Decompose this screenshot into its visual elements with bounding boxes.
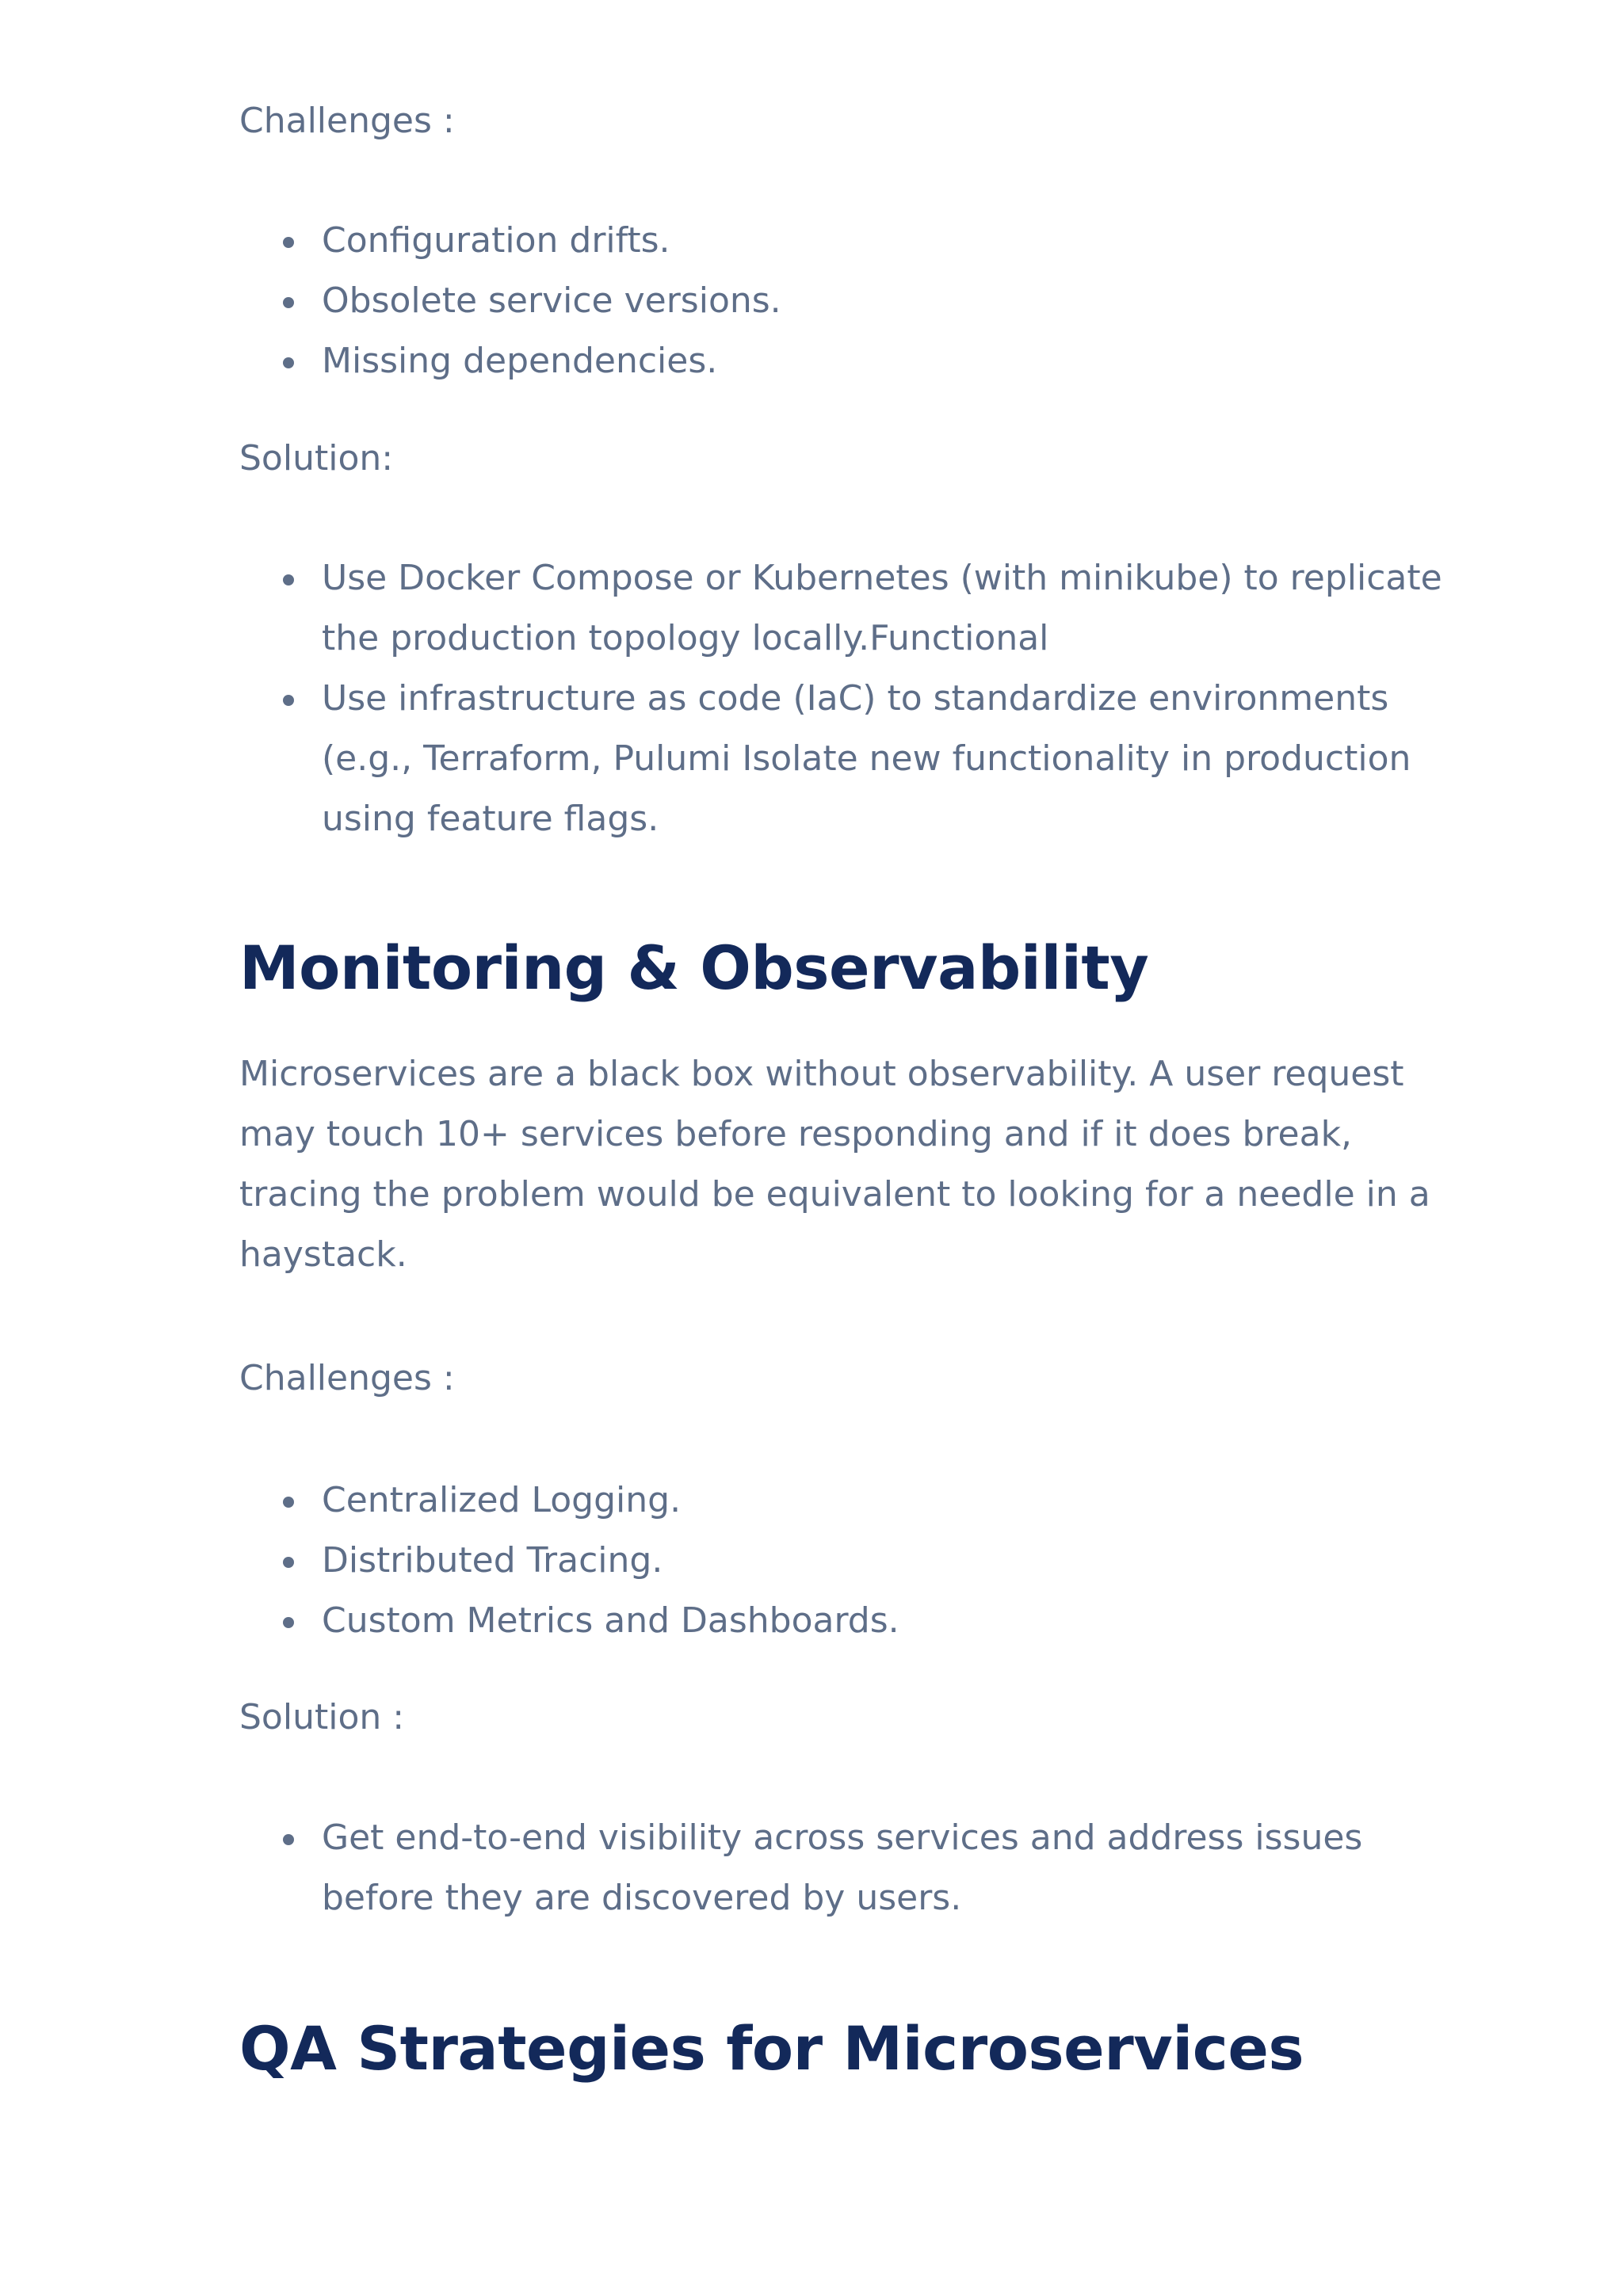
bullet-icon: [283, 695, 294, 706]
solution-label: Solution :: [239, 1697, 405, 1737]
list-item: Configuration drifts.: [239, 211, 1444, 271]
bullet-icon: [283, 1617, 294, 1628]
challenges-label: Challenges :: [239, 1358, 455, 1398]
challenges-list: [239, 211, 1444, 391]
list-item: Centralized Logging.: [239, 1470, 1444, 1531]
challenges-list: [239, 1470, 1444, 1651]
list-item: Get end-to-end visibility across services and address issues before they are discovered by users.: [239, 1808, 1444, 1928]
bullet-icon: [283, 1557, 294, 1568]
section-heading-monitoring: Monitoring & Observability: [239, 933, 1149, 1003]
monitoring-intro: Microservices are a black box without observability. A user request may touch 10+ services before responding and if it does break, tracing the problem would be equivalent to looking for a needle in a haystack.: [239, 1054, 1430, 1275]
list-item: Custom Metrics and Dashboards.: [239, 1591, 1444, 1651]
list-item: Obsolete service versions.: [239, 271, 1444, 331]
bullet-icon: [283, 357, 294, 368]
list-item: Distributed Tracing.: [239, 1531, 1444, 1591]
solution-label: Solution:: [239, 438, 394, 479]
solutions-list: [239, 1808, 1444, 1928]
section-heading-qa-strategies: QA Strategies for Microservices: [239, 2013, 1304, 2084]
challenges-label: Challenges :: [239, 101, 455, 141]
list-item: Use infrastructure as code (IaC) to standardize environments (e.g., Terraform, Pulumi Isolate new functionality in production using feature flags.: [239, 669, 1444, 849]
bullet-icon: [283, 297, 294, 308]
list-item: Use Docker Compose or Kubernetes (with minikube) to replicate the production topology locally.Functional: [239, 548, 1444, 669]
list-item: Missing dependencies.: [239, 331, 1444, 391]
solutions-list: [239, 548, 1444, 849]
bullet-icon: [283, 1834, 294, 1845]
bullet-icon: [283, 237, 294, 248]
bullet-icon: [283, 574, 294, 585]
bullet-icon: [283, 1497, 294, 1508]
